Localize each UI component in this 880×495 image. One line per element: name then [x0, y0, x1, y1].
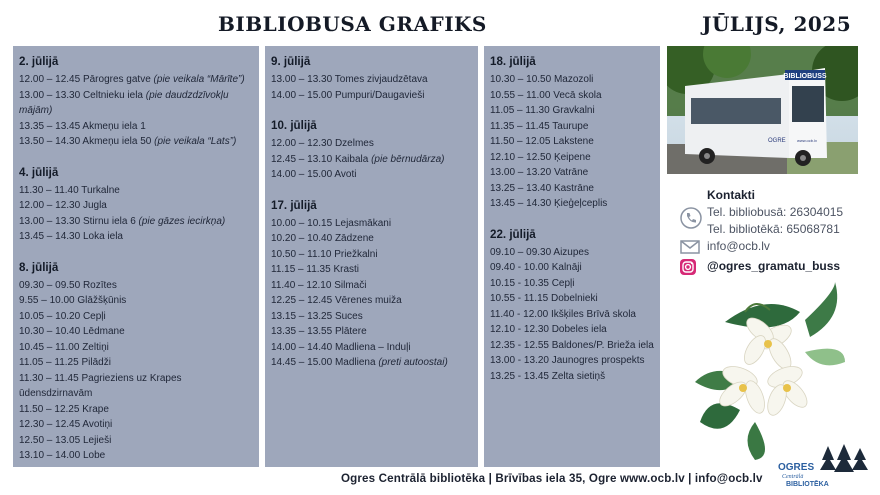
schedule-stop: 12.35 - 12.55 Baldones/P. Brieža iela: [490, 339, 654, 351]
flower-illustration: [685, 282, 850, 460]
schedule-date: 22. jūlijā: [490, 227, 536, 241]
schedule-stop: 13.00 – 13.20 Vatrāne: [490, 167, 589, 178]
schedule-stop: 11.05 – 11.30 Gravkalni: [490, 105, 595, 116]
schedule-stop: 10.00 – 10.15 Lejasmākani: [271, 217, 392, 229]
schedule-date: 17. jūlijā: [271, 198, 317, 212]
schedule-column-1: [13, 46, 259, 467]
bus-sign: BIBLIOBUSS: [783, 73, 827, 80]
contacts-heading: Kontakti: [707, 188, 755, 202]
bus-web-text: www.ocb.lv: [797, 138, 818, 143]
schedule-stop: 11.50 – 12.25 Krape: [19, 403, 109, 415]
stop-note: (pie bērnudārza): [371, 153, 445, 165]
schedule-stop: 11.15 – 11.35 Krasti: [271, 264, 360, 275]
schedule-stop: 9.55 – 10.00 Glāžšķūnis: [19, 295, 127, 306]
schedule-stop: 13.10 – 14.00 Lobe: [19, 450, 106, 461]
section-gap: [271, 103, 473, 116]
phone-icon: [680, 207, 702, 234]
schedule-column-2: [265, 46, 478, 467]
schedule-stop: 14.00 – 14.40 Madliena – Induļi: [271, 341, 411, 353]
bus-photo: [667, 46, 858, 174]
schedule-stop: 11.50 – 12.05 Lakstene: [490, 136, 594, 147]
schedule-stop: 13.45 – 14.30 Loka iela: [19, 231, 123, 242]
bus-phone: Tel. bibliobusā: 26304015: [707, 204, 870, 221]
section-gap: [271, 183, 473, 196]
schedule-stop: 12.30 – 12.45 Avotiņi: [19, 419, 113, 430]
schedule-stop: 11.30 – 11.45 Pagrieziens uz Krapes ūdensdzirnavām: [19, 372, 182, 399]
schedule-stop: 11.05 – 11.25 Pilādži: [19, 357, 111, 368]
schedule-stop: 13.00 – 13.30 Stirnu iela 6 (pie gāzes iecirkņa): [19, 215, 226, 227]
schedule-stop: 13.00 – 13.30 Celtnieku iela (pie daudzdzīvokļu mājām): [19, 89, 229, 116]
footer: Ogres Centrālā bibliotēka | Brīvības iela 35, Ogre www.ocb.lv | info@ocb.lv: [341, 472, 763, 485]
mail-icon: [680, 240, 700, 259]
schedule-stop: 10.30 – 10.50 Mazozoli: [490, 74, 594, 85]
schedule-stop: 09.40 - 10.00 Kalnāji: [490, 262, 582, 273]
section-gap: [19, 150, 254, 163]
schedule-date: 10. jūlijā: [271, 119, 317, 132]
schedule-stop: 13.35 – 13.45 Akmeņu iela 1: [19, 120, 146, 132]
schedule-column-3: [484, 46, 660, 467]
poster-title: BIBLIOBUSA GRAFIKS: [218, 12, 487, 36]
contacts-block: [680, 188, 870, 275]
schedule-date: 4. jūlijā: [19, 165, 59, 179]
schedule-stop: 10.50 – 11.10 Priežkalni: [271, 248, 378, 260]
stop-note: (pie gāzes iecirkņa): [138, 215, 226, 227]
stop-note: (pie veikala “Mārīte”): [153, 74, 245, 85]
schedule-stop: 12.50 – 13.05 Lejieši: [19, 434, 112, 446]
schedule-stop: 10.20 – 10.40 Zādzene: [271, 233, 374, 244]
svg-text:Centrālā: Centrālā: [782, 474, 804, 480]
schedule-stop: 13.45 – 14.30 Ķieģeļceplis: [490, 198, 608, 209]
schedule-stop: 12.00 – 12.30 Dzelmes: [271, 138, 374, 149]
schedule-stop: 10.15 - 10.35 Cepļi: [490, 277, 575, 289]
instagram-link[interactable]: @ogres_gramatu_buss: [707, 259, 841, 273]
schedule-stop: 13.00 - 13.20 Jaunogres prospekts: [490, 355, 645, 366]
email-link[interactable]: info@ocb.lv: [707, 239, 770, 253]
schedule-stop: 11.35 – 11.45 Taurupe: [490, 120, 589, 132]
schedule-stop: 12.00 – 12.30 Jugla: [19, 200, 107, 211]
schedule-stop: 12.25 – 12.45 Vērenes muiža: [271, 295, 402, 306]
schedule-stop: 14.00 – 15.00 Avoti: [271, 169, 357, 180]
schedule-stop: 11.40 - 12.00 Ikšķiles Brīvā skola: [490, 308, 636, 320]
library-logo: [776, 442, 872, 490]
email-row: [707, 238, 870, 255]
svg-text:BIBLIOTĒKA: BIBLIOTĒKA: [786, 481, 829, 488]
month-title: JŪLIJS, 2025: [702, 12, 852, 36]
schedule-stop: 10.55 - 11.15 Dobelnieki: [490, 293, 598, 304]
schedule-stop: 12.00 – 12.45 Pārogres gatve (pie veikala “Mārīte”): [19, 74, 245, 85]
schedule-stop: 13.50 – 14.30 Akmeņu iela 50 (pie veikala “Lats”): [19, 136, 237, 147]
schedule-date: 9. jūlijā: [271, 55, 311, 68]
library-phone: Tel. bibliotēkā: 65068781: [707, 222, 840, 236]
svg-text:OGRES: OGRES: [778, 462, 815, 473]
instagram-row: [707, 258, 870, 275]
schedule-stop: 10.55 – 11.00 Vecā skola: [490, 89, 602, 101]
schedule-stop: 10.30 – 10.40 Lēdmane: [19, 326, 125, 337]
schedule-stop: 14.00 – 15.00 Pumpuri/Daugavieši: [271, 89, 425, 101]
schedule-date: 8. jūlijā: [19, 260, 59, 274]
stop-note: (preti autoostai): [378, 357, 448, 368]
schedule-stop: 09.30 – 09.50 Rozītes: [19, 279, 117, 291]
schedule-date: 2. jūlijā: [19, 55, 59, 68]
schedule-stop: 10.05 – 10.20 Cepļi: [19, 310, 106, 322]
schedule-stop: 13.35 – 13.55 Plātere: [271, 326, 367, 337]
schedule-stop: 09.10 – 09.30 Aizupes: [490, 246, 589, 258]
schedule-stop: 14.45 – 15.00 Madliena (preti autoostai): [271, 357, 448, 368]
section-gap: [490, 212, 655, 225]
stop-note: (pie daudzdzīvokļu mājām): [19, 89, 229, 116]
schedule-stop: 13.25 - 13.45 Zelta sietiņš: [490, 370, 606, 382]
instagram-icon: [680, 259, 696, 280]
schedule-stop: 13.15 – 13.25 Suces: [271, 310, 363, 322]
schedule-stop: 10.45 – 11.00 Zeltiņi: [19, 341, 109, 353]
schedule-stop: 12.10 – 12.50 Ķeipene: [490, 151, 591, 163]
schedule-stop: 13.25 – 13.40 Kastrāne: [490, 182, 594, 194]
section-gap: [19, 245, 254, 258]
schedule-stop: 11.30 – 11.40 Turkalne: [19, 184, 120, 196]
schedule-stop: 11.40 – 12.10 Silmači: [271, 279, 367, 291]
schedule-stop: 12.10 - 12.30 Dobeles iela: [490, 324, 607, 335]
schedule-stop: 12.45 – 13.10 Kaibala (pie bērnudārza): [271, 153, 445, 165]
schedule-stop: 13.00 – 13.30 Tomes zivjaudzētava: [271, 74, 428, 85]
schedule-date: 18. jūlijā: [490, 55, 536, 68]
stop-note: (pie veikala “Lats”): [154, 136, 237, 147]
bus-side-text: OGRE: [768, 138, 786, 144]
